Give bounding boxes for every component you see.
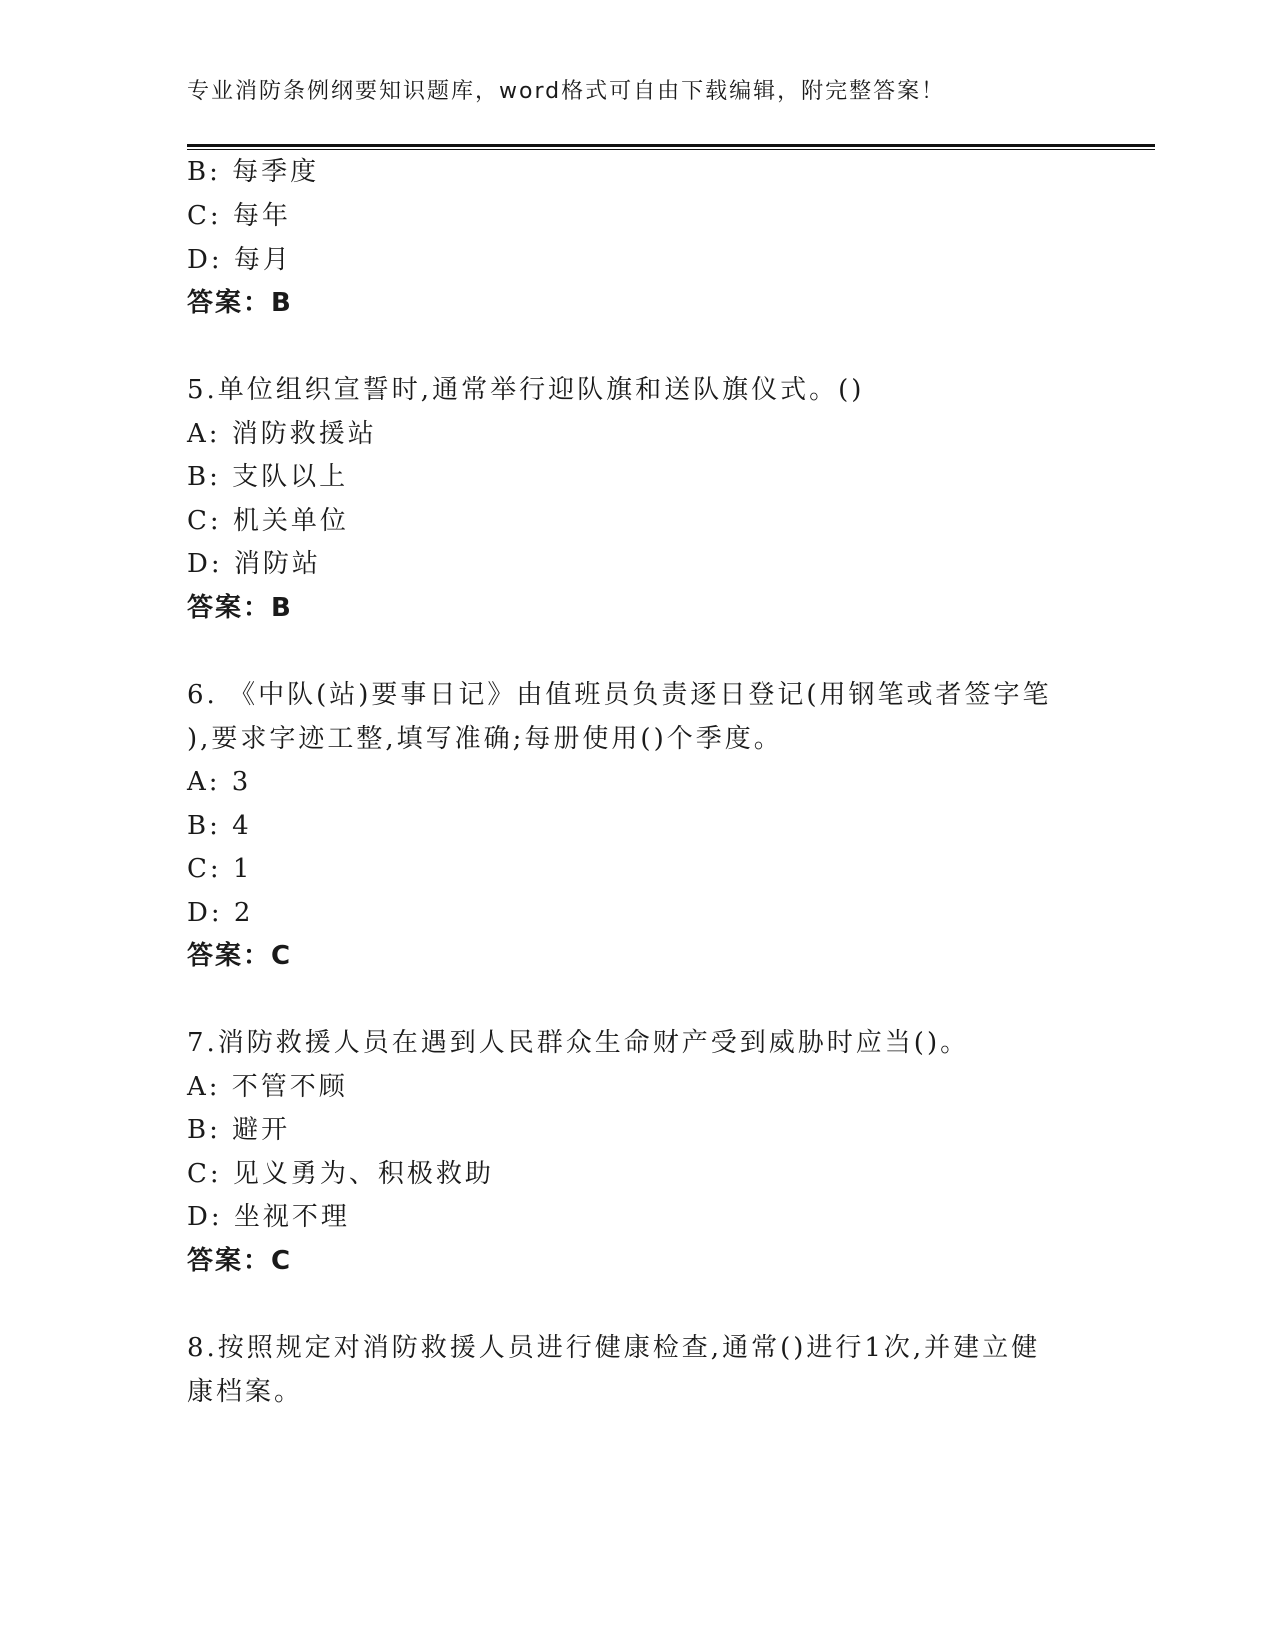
q6-option-b: B: 4 [187,811,252,841]
q6-option-c: C: 1 [187,854,253,884]
q7-option-a: A: 不管不顾 [187,1072,348,1102]
q5-option-d: D: 消防站 [187,549,321,579]
q5-option-a: A: 消防救援站 [187,419,377,449]
q4-option-b: B: 每季度 [187,157,320,187]
q7-stem: 7.消防救援人员在遇到人民群众生命财产受到威胁时应当()。 [187,1028,970,1058]
document-header: 专业消防条例纲要知识题库，word格式可自由下载编辑，附完整答案！ [187,79,946,104]
q7-option-d: D: 坐视不理 [187,1202,350,1232]
q4-option-d: D: 每月 [187,245,292,275]
q4-answer: 答案：B [187,288,293,318]
q5-option-b: B: 支队以上 [187,462,349,492]
q4-option-c: C: 每年 [187,201,291,231]
q8-stem-line2: 康档案。 [187,1377,304,1407]
q6-option-d: D: 2 [187,898,254,928]
q5-stem: 5.单位组织宣誓时,通常举行迎队旗和送队旗仪式。() [187,375,865,405]
q8-stem-line1: 8.按照规定对消防救援人员进行健康检查,通常()进行1次,并建立健 [187,1333,1041,1363]
q6-option-a: A: 3 [187,767,252,797]
q5-option-c: C: 机关单位 [187,506,349,536]
q6-stem-line1: 6. 《中队(站)要事日记》由值班员负责逐日登记(用钢笔或者签字笔 [187,680,1052,710]
q6-stem-line2: ),要求字迹工整,填写准确;每册使用()个季度。 [187,724,783,754]
q6-answer: 答案：C [187,941,293,971]
q5-answer: 答案：B [187,593,293,623]
q7-option-c: C: 见义勇为、积极救助 [187,1159,494,1189]
header-rule-thin [187,149,1155,150]
header-rule-thick [187,144,1155,147]
q7-option-b: B: 避开 [187,1115,291,1145]
q7-answer: 答案：C [187,1246,293,1276]
